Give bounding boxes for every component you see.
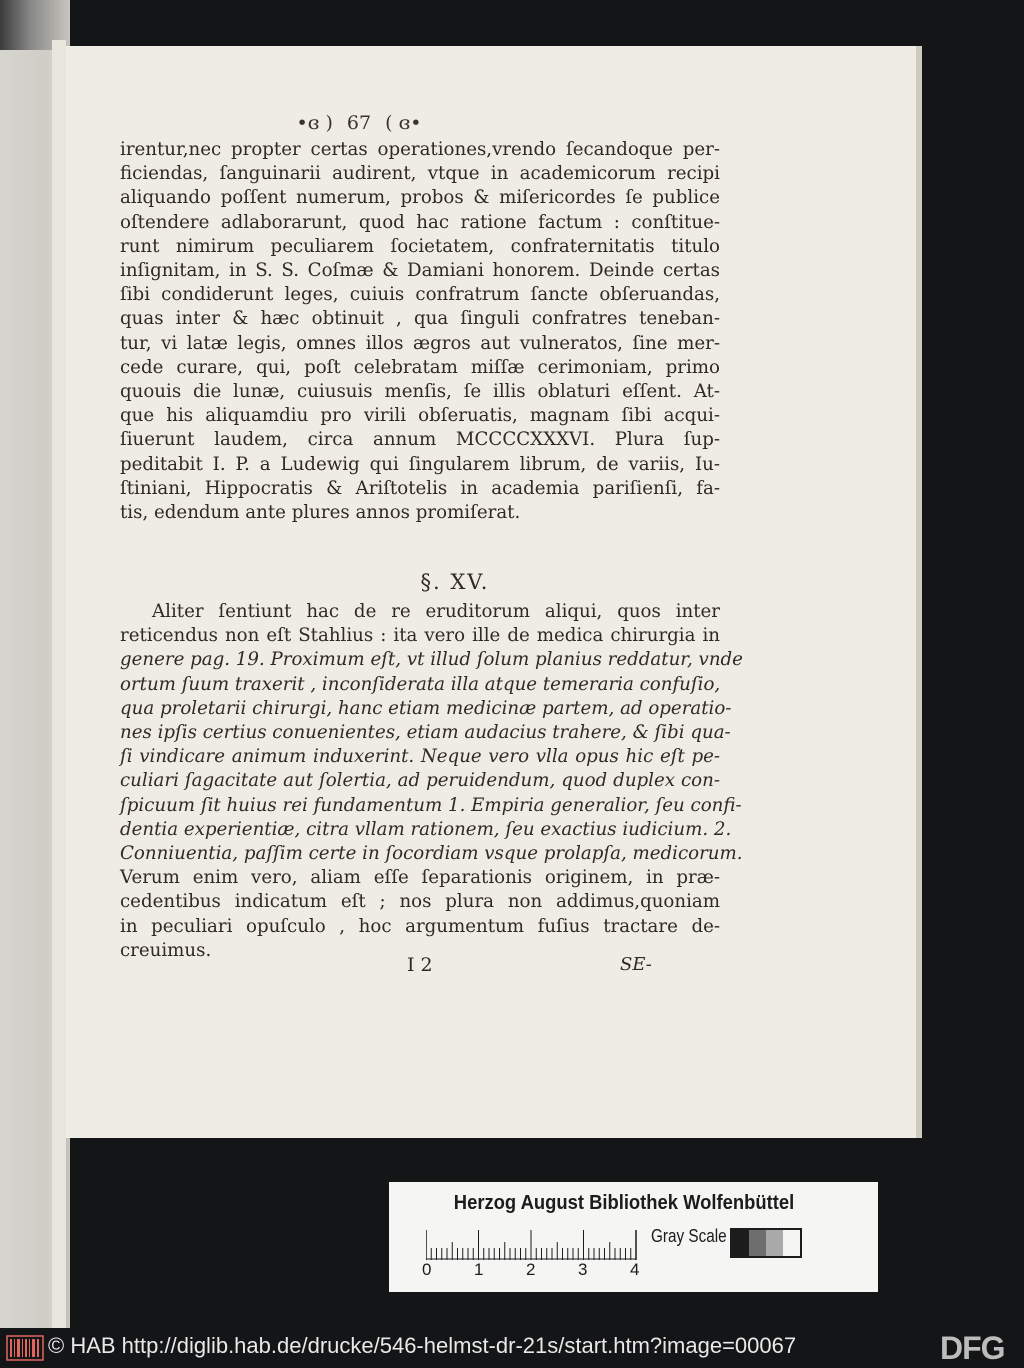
page-header bbox=[0, 112, 784, 134]
text-line: creuimus. bbox=[120, 939, 212, 961]
text-line: reticendus non eſt Stahlius : ita vero ille de medica chirurgia in bbox=[120, 625, 720, 647]
text-line: quouis die lunæ, cuiusuis menſis, ſe illis oblaturi eſſent. At- bbox=[120, 381, 720, 403]
text-line: genere pag. 19. Proximum eſt, vt illud ſolum planius reddatur, vnde bbox=[120, 649, 743, 671]
text-line: Verum enim vero, aliam eſſe ſeparationis originem, in præ- bbox=[120, 867, 720, 889]
ruler-number: 2 bbox=[526, 1260, 536, 1279]
header-ornament-right: ( ɞ• bbox=[379, 112, 422, 134]
text-line: Aliter ſentiunt hac de re eruditorum aliqui, quos inter bbox=[152, 601, 720, 622]
library-label bbox=[389, 1182, 878, 1292]
ruler-number: 4 bbox=[630, 1260, 640, 1279]
text-line: irentur,nec propter certas operationes,vrendo ſecandoque per- bbox=[120, 139, 720, 160]
text-line: ſtiniani, Hippocratis & Ariſtotelis in academia pariſienſi, fa- bbox=[120, 477, 720, 499]
ruler-number: 3 bbox=[578, 1260, 588, 1279]
ruler-icon bbox=[426, 1230, 637, 1260]
signature-mark: I 2 bbox=[407, 954, 433, 976]
grayscale-swatch bbox=[783, 1230, 800, 1256]
ruler-number: 0 bbox=[422, 1260, 432, 1279]
text-line: aliquando poſſent numerum, probos & miſericordes ſe publice bbox=[120, 187, 720, 209]
text-line: ortum ſuum traxerit , inconſiderata illa atque temeraria confuſio, bbox=[120, 673, 721, 695]
text-line: in peculiari opuſculo , hoc argumentum fuſius tractare de- bbox=[120, 915, 720, 937]
text-line: peditabit I. P. a Ludewig qui ſingularem librum, de variis, Iu- bbox=[120, 453, 720, 475]
text-line: ficiendas, ſanguinarii audirent, vtque in academicorum recipi bbox=[120, 163, 720, 185]
paragraph-1 bbox=[120, 138, 720, 525]
text-line: ſibi condiderunt leges, cuiuis confratrum ſancte obſeruandas, bbox=[120, 284, 720, 306]
ruler-number: 1 bbox=[474, 1260, 484, 1279]
text-line: dentia experientiæ, citra vllam rationem, ſeu exactius iudicium. 2. bbox=[120, 818, 732, 840]
text-line: ſiuerunt laudem, circa annum MCCCCXXXVI. Plura ſup- bbox=[120, 429, 720, 451]
header-ornament-left: •ɞ ) bbox=[296, 112, 339, 134]
text-line: tur, vi latæ legis, omnes illos ægros aut vulneratos, ſine mer- bbox=[120, 332, 720, 354]
grayscale-swatch bbox=[749, 1230, 766, 1256]
section-title: §. XV. bbox=[420, 570, 490, 594]
text-line: tis, edendum ante plures annos promiſerat. bbox=[120, 502, 521, 524]
text-line: ſpicuum ſit huius rei fundamentum 1. Empiria generalior, ſeu confi- bbox=[120, 794, 742, 816]
text-line: Conniuentia, paſſim certe in ſocordiam vsque prolapſa, medicorum. bbox=[120, 843, 743, 865]
text-line: que his aliquamdiu pro virili obſeruatis, magnam ſibi acqui- bbox=[120, 405, 720, 427]
text-line: cedentibus indicatum eſt ; nos plura non addimus,quoniam bbox=[120, 891, 720, 913]
text-line: oſtendere adlaborarunt, quod hac ratione factum : conſtitue- bbox=[120, 211, 720, 233]
text-line: inſignitam, in S. S. Coſmæ & Damiani honorem. Deinde certas bbox=[120, 260, 720, 282]
dfg-logo: DFG bbox=[940, 1330, 1005, 1366]
copyright-link[interactable]: © HAB http://diglib.hab.de/drucke/546-helmst-dr-21s/start.htm?image=00067 bbox=[48, 1333, 797, 1358]
paragraph-2 bbox=[120, 600, 743, 963]
barcode-icon bbox=[6, 1334, 44, 1362]
grayscale-label: Gray Scale bbox=[651, 1226, 727, 1246]
grayscale-bar bbox=[730, 1228, 802, 1258]
text-line: culiari ſagacitate aut ſolertia, ad peruidendum, quod duplex con- bbox=[120, 770, 720, 792]
library-name: Herzog August Bibliothek Wolfenbüttel bbox=[453, 1192, 795, 1214]
text-line: cede curare, qui, poſt celebratam miſſæ cerimoniam, primo bbox=[120, 356, 720, 378]
page-shadow bbox=[916, 46, 922, 1138]
text-line: qua proletarii chirurgi, hanc etiam medicinæ partem, ad operatio- bbox=[120, 697, 732, 719]
page-edge bbox=[52, 40, 66, 1340]
ruler-numbers bbox=[422, 1260, 652, 1282]
text-line: runt nimirum peculiarem ſocietatem, confraternitatis titulo bbox=[120, 235, 720, 257]
text-line: ſi vindicare animum induxerint. Neque vero vlla opus hic eſt pe- bbox=[120, 746, 720, 768]
grayscale-swatch bbox=[732, 1230, 749, 1256]
text-line: nes ipſis certius conuenientes, etiam audacius trahere, & ſibi qua- bbox=[120, 722, 731, 744]
page-number: 67 bbox=[346, 112, 372, 134]
catchword: SE- bbox=[620, 954, 652, 975]
grayscale-swatch bbox=[766, 1230, 783, 1256]
text-line: quas inter & hæc obtinuit , qua ſinguli confratres teneban- bbox=[120, 308, 720, 330]
